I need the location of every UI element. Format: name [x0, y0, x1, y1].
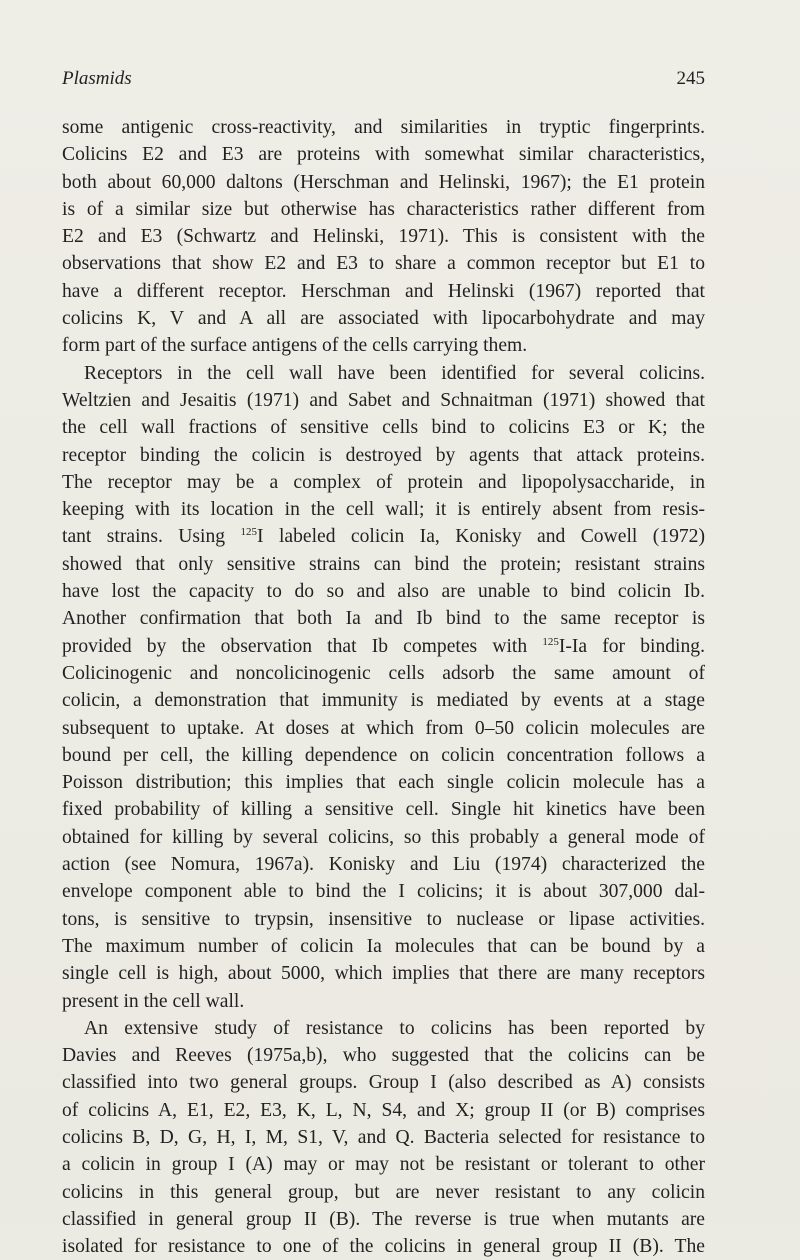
text-line: The maximum number of colicin Ia molecules that can be bound by a: [62, 935, 705, 957]
text-line: Colicinogenic and noncolicinogenic cells adsorb the same amount of: [62, 662, 705, 684]
text-line: subsequent to uptake. At doses at which from 0–50 colicin molecules are: [62, 717, 705, 739]
text-line: present in the cell wall.: [62, 990, 245, 1012]
page-header: [62, 68, 705, 94]
text-line: Receptors in the cell wall have been identified for several colicins.: [84, 362, 705, 384]
text-line: observations that show E2 and E3 to share a common receptor but E1 to: [62, 253, 705, 275]
text-line: The receptor may be a complex of protein and lipopolysaccharide, in: [62, 471, 705, 493]
text-line: [62, 523, 705, 550]
body-text: [62, 114, 705, 1260]
text-line: receptor binding the colicin is destroyed by agents that attack proteins.: [62, 444, 705, 466]
text-line: form part of the surface antigens of the cells carrying them.: [62, 335, 528, 357]
text-line: the cell wall fractions of sensitive cells bind to colicins E3 or K; the: [62, 417, 705, 439]
text-line: Colicins E2 and E3 are proteins with somewhat similar characteristics,: [62, 144, 705, 166]
text-fragment: provided by the observation that Ib competes with: [62, 635, 543, 657]
page-number: 245: [676, 68, 705, 89]
text-line: tons, is sensitive to trypsin, insensitive to nuclease or lipase activities.: [62, 908, 705, 930]
text-line: colicins B, D, G, H, I, M, S1, V, and Q. Bacteria selected for resistance to: [62, 1126, 705, 1148]
text-line: is of a similar size but otherwise has characteristics rather different from: [62, 198, 705, 220]
running-title: Plasmids: [62, 68, 132, 89]
text-line: colicins in this general group, but are never resistant to any colicin: [62, 1181, 705, 1203]
text-line: have lost the capacity to do so and also are unable to bind colicin Ib.: [62, 581, 705, 603]
text-line: Another confirmation that both Ia and Ib bind to the same receptor is: [62, 608, 705, 630]
text-fragment: I-Ia for binding.: [558, 635, 705, 657]
text-fragment: I labeled colicin Ia, Konisky and Cowell (1972): [257, 526, 705, 548]
isotope-superscript: 125: [240, 526, 257, 539]
text-line: showed that only sensitive strains can bind the protein; resistant strains: [62, 553, 705, 575]
text-line: Davies and Reeves (1975a,b), who suggested that the colicins can be: [62, 1045, 705, 1067]
text-line: [62, 633, 705, 660]
text-line: E2 and E3 (Schwartz and Helinski, 1971). This is consistent with the: [62, 226, 705, 248]
text-line: Poisson distribution; this implies that each single colicin molecule has a: [62, 772, 705, 794]
text-line: action (see Nomura, 1967a). Konisky and Liu (1974) characterized the: [62, 854, 705, 876]
text-line: some antigenic cross-reactivity, and similarities in tryptic fingerprints.: [62, 117, 705, 138]
isotope-superscript: 125: [542, 635, 559, 648]
text-fragment: tant strains. Using: [62, 526, 241, 548]
text-line: keeping with its location in the cell wall; it is entirely absent from resis-: [62, 499, 705, 521]
text-line: bound per cell, the killing dependence on colicin concentration follows a: [62, 744, 705, 766]
text-line: colicins K, V and A all are associated with lipocarbohydrate and may: [62, 308, 705, 330]
text-line: a colicin in group I (A) may or may not be resistant or tolerant to other: [62, 1154, 705, 1176]
text-line: Weltzien and Jesaitis (1971) and Sabet and Schnaitman (1971) showed that: [62, 389, 705, 411]
text-line: colicin, a demonstration that immunity is mediated by events at a stage: [62, 690, 705, 712]
text-line: have a different receptor. Herschman and Helinski (1967) reported that: [62, 280, 705, 302]
text-line: of colicins A, E1, E2, E3, K, L, N, S4, and X; group II (or B) comprises: [62, 1099, 705, 1121]
text-line: classified in general group II (B). The reverse is true when mutants are: [62, 1208, 705, 1230]
text-line: both about 60,000 daltons (Herschman and Helinski, 1967); the E1 protein: [62, 171, 705, 193]
text-line: An extensive study of resistance to colicins has been reported by: [84, 1017, 705, 1039]
text-line: single cell is high, about 5000, which implies that there are many receptors: [62, 963, 705, 985]
text-line: envelope component able to bind the I colicins; it is about 307,000 dal-: [62, 881, 705, 903]
text-line: isolated for resistance to one of the colicins in general group II (B). The: [62, 1236, 705, 1258]
text-line: obtained for killing by several colicins, so this probably a general mode of: [62, 826, 705, 848]
text-line: fixed probability of killing a sensitive cell. Single hit kinetics have been: [62, 799, 705, 821]
text-line: classified into two general groups. Group I (also described as A) consists: [62, 1072, 705, 1094]
